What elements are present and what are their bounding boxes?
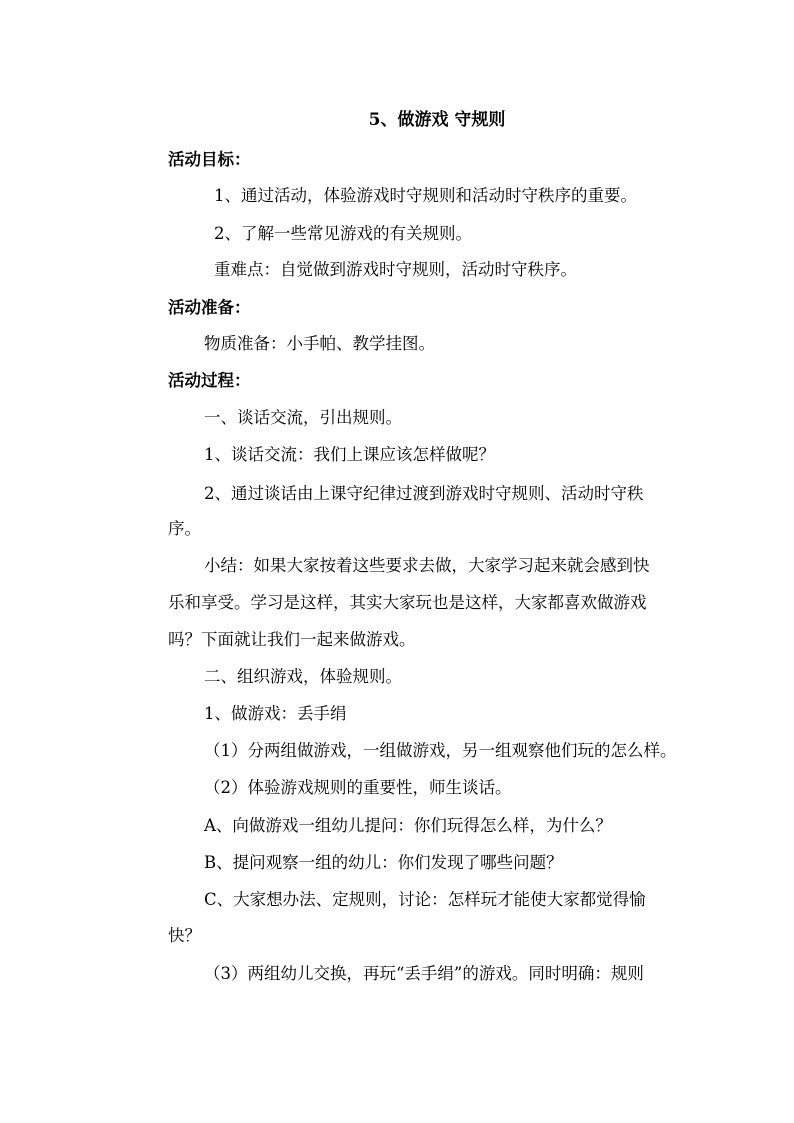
summary-line-3: 吗？下面就让我们一起来做游戏。 [168,630,416,649]
process-substep-1: 1、谈话交流：我们上课应该怎样做呢？ [204,445,495,464]
goal-item-1: 1、通过活动，体验游戏时守规则和活动时守秩序的重要。 [214,186,637,205]
material-preparation: 物质准备：小手帕、教学挂图。 [204,334,435,353]
document-title: 5、做游戏 守规则 [368,110,506,130]
process-substep-2: 2、通过谈话由上课守纪律过渡到游戏时守规则、活动时守秩 [204,484,644,503]
process-substep-2-cont: 序。 [168,519,201,538]
game-step-1: （1）分两组做游戏，一组做游戏，另一组观察他们玩的怎么样。 [204,741,677,760]
game-step-2: （2）体验游戏规则的重要性，师生谈话。 [204,778,512,797]
question-c: C、大家想办法、定规则，讨论：怎样玩才能使大家都觉得愉 [204,890,646,909]
summary-line-1: 小结：如果大家按着这些要求去做，大家学习起来就会感到快 [204,556,650,575]
section-heading-preparation: 活动准备： [168,298,251,317]
question-a: A、向做游戏一组幼儿提问：你们玩得怎么样，为什么？ [204,816,612,835]
section-heading-goals: 活动目标： [168,150,251,169]
question-b: B、提问观察一组的幼儿：你们发现了哪些问题？ [204,853,563,872]
section-heading-process: 活动过程： [168,371,251,390]
key-difficulty: 重难点：自觉做到游戏时守规则，活动时守秩序。 [214,260,577,279]
process-step-1: 一、谈话交流，引出规则。 [204,408,402,427]
process-step-2: 二、组织游戏，体验规则。 [204,667,402,686]
game-title: 1、做游戏：丢手绢 [204,704,347,723]
game-step-3: （3）两组幼儿交换，再玩“丢手绢”的游戏。同时明确：规则 [204,964,644,983]
goal-item-2: 2、了解一些常见游戏的有关规则。 [214,224,472,243]
summary-line-2: 乐和享受。学习是这样，其实大家玩也是这样，大家都喜欢做游戏 [168,593,647,612]
question-c-cont: 快？ [168,926,201,945]
